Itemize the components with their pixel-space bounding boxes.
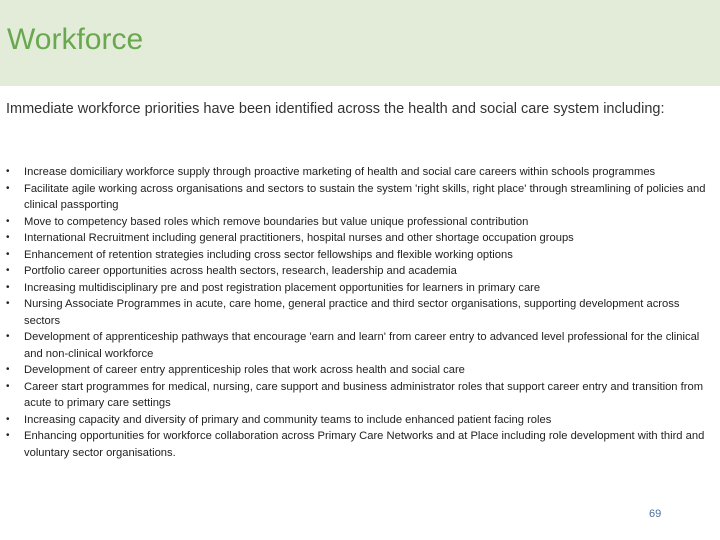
list-item-text: Enhancing opportunities for workforce collaboration across Primary Care Networks and at Place including role development with third and voluntary sector organisations. <box>24 430 705 459</box>
bullet-icon: • <box>6 215 10 227</box>
list-item <box>6 412 714 429</box>
list-item-text: Development of career entry apprenticeship roles that work across health and social care <box>24 364 465 376</box>
list-item <box>6 362 714 379</box>
list-item-text: Portfolio career opportunities across health sectors, research, leadership and academia <box>24 265 457 277</box>
list-item <box>6 428 714 461</box>
bullet-icon: • <box>6 281 10 293</box>
page-title: Workforce <box>7 23 144 56</box>
list-item-text: Nursing Associate Programmes in acute, care home, general practice and third sector organisations, supporting development across sectors <box>24 298 680 327</box>
list-item <box>6 280 714 297</box>
list-item <box>6 379 714 412</box>
list-item <box>6 263 714 280</box>
header-band <box>0 0 720 86</box>
list-item <box>6 296 714 329</box>
priority-list <box>6 164 714 461</box>
bullet-icon: • <box>6 331 10 342</box>
bullet-icon: • <box>6 298 10 309</box>
list-item <box>6 164 714 181</box>
list-item <box>6 329 714 362</box>
list-item-text: Facilitate agile working across organisations and sectors to sustain the system 'right skills, right place' through streamlining of policies and clinical passporting <box>24 182 706 211</box>
intro-text: Immediate workforce priorities have been identified across the health and social care system including: <box>6 101 665 117</box>
list-item <box>6 230 714 247</box>
bullet-icon: • <box>6 265 10 276</box>
bullet-icon: • <box>6 248 10 260</box>
list-item-text: Increase domiciliary workforce supply through proactive marketing of health and social care careers within schools programmes <box>24 166 656 178</box>
list-item-text: Move to competency based roles which remove boundaries but value unique professional contribution <box>24 215 529 228</box>
bullet-icon: • <box>6 413 10 425</box>
page-number: 69 <box>649 508 662 520</box>
bullet-icon: • <box>6 430 10 441</box>
bullet-icon: • <box>6 380 10 392</box>
bullet-icon: • <box>6 166 10 177</box>
list-item-text: Increasing multidisciplinary pre and post registration placement opportunities for learners in primary care <box>24 281 541 294</box>
bullet-icon: • <box>6 232 10 243</box>
list-item-text: Increasing capacity and diversity of primary and community teams to include enhanced patient facing roles <box>24 413 552 426</box>
list-item <box>6 247 714 264</box>
list-item <box>6 214 714 231</box>
list-item-text: International Recruitment including general practitioners, hospital nurses and other shortage occupation groups <box>24 232 574 244</box>
bullet-icon: • <box>6 364 10 375</box>
list-item-text: Career start programmes for medical, nursing, care support and business administrator roles that support career entry and transition from acute to primary care settings <box>24 380 704 409</box>
list-item <box>6 181 714 214</box>
bullet-icon: • <box>6 182 10 194</box>
list-item-text: Enhancement of retention strategies including cross sector fellowships and flexible working options <box>24 248 513 261</box>
list-item-text: Development of apprenticeship pathways that encourage 'earn and learn' from career entry to advanced level professional for the clinical and non-clinical workforce <box>24 331 700 360</box>
